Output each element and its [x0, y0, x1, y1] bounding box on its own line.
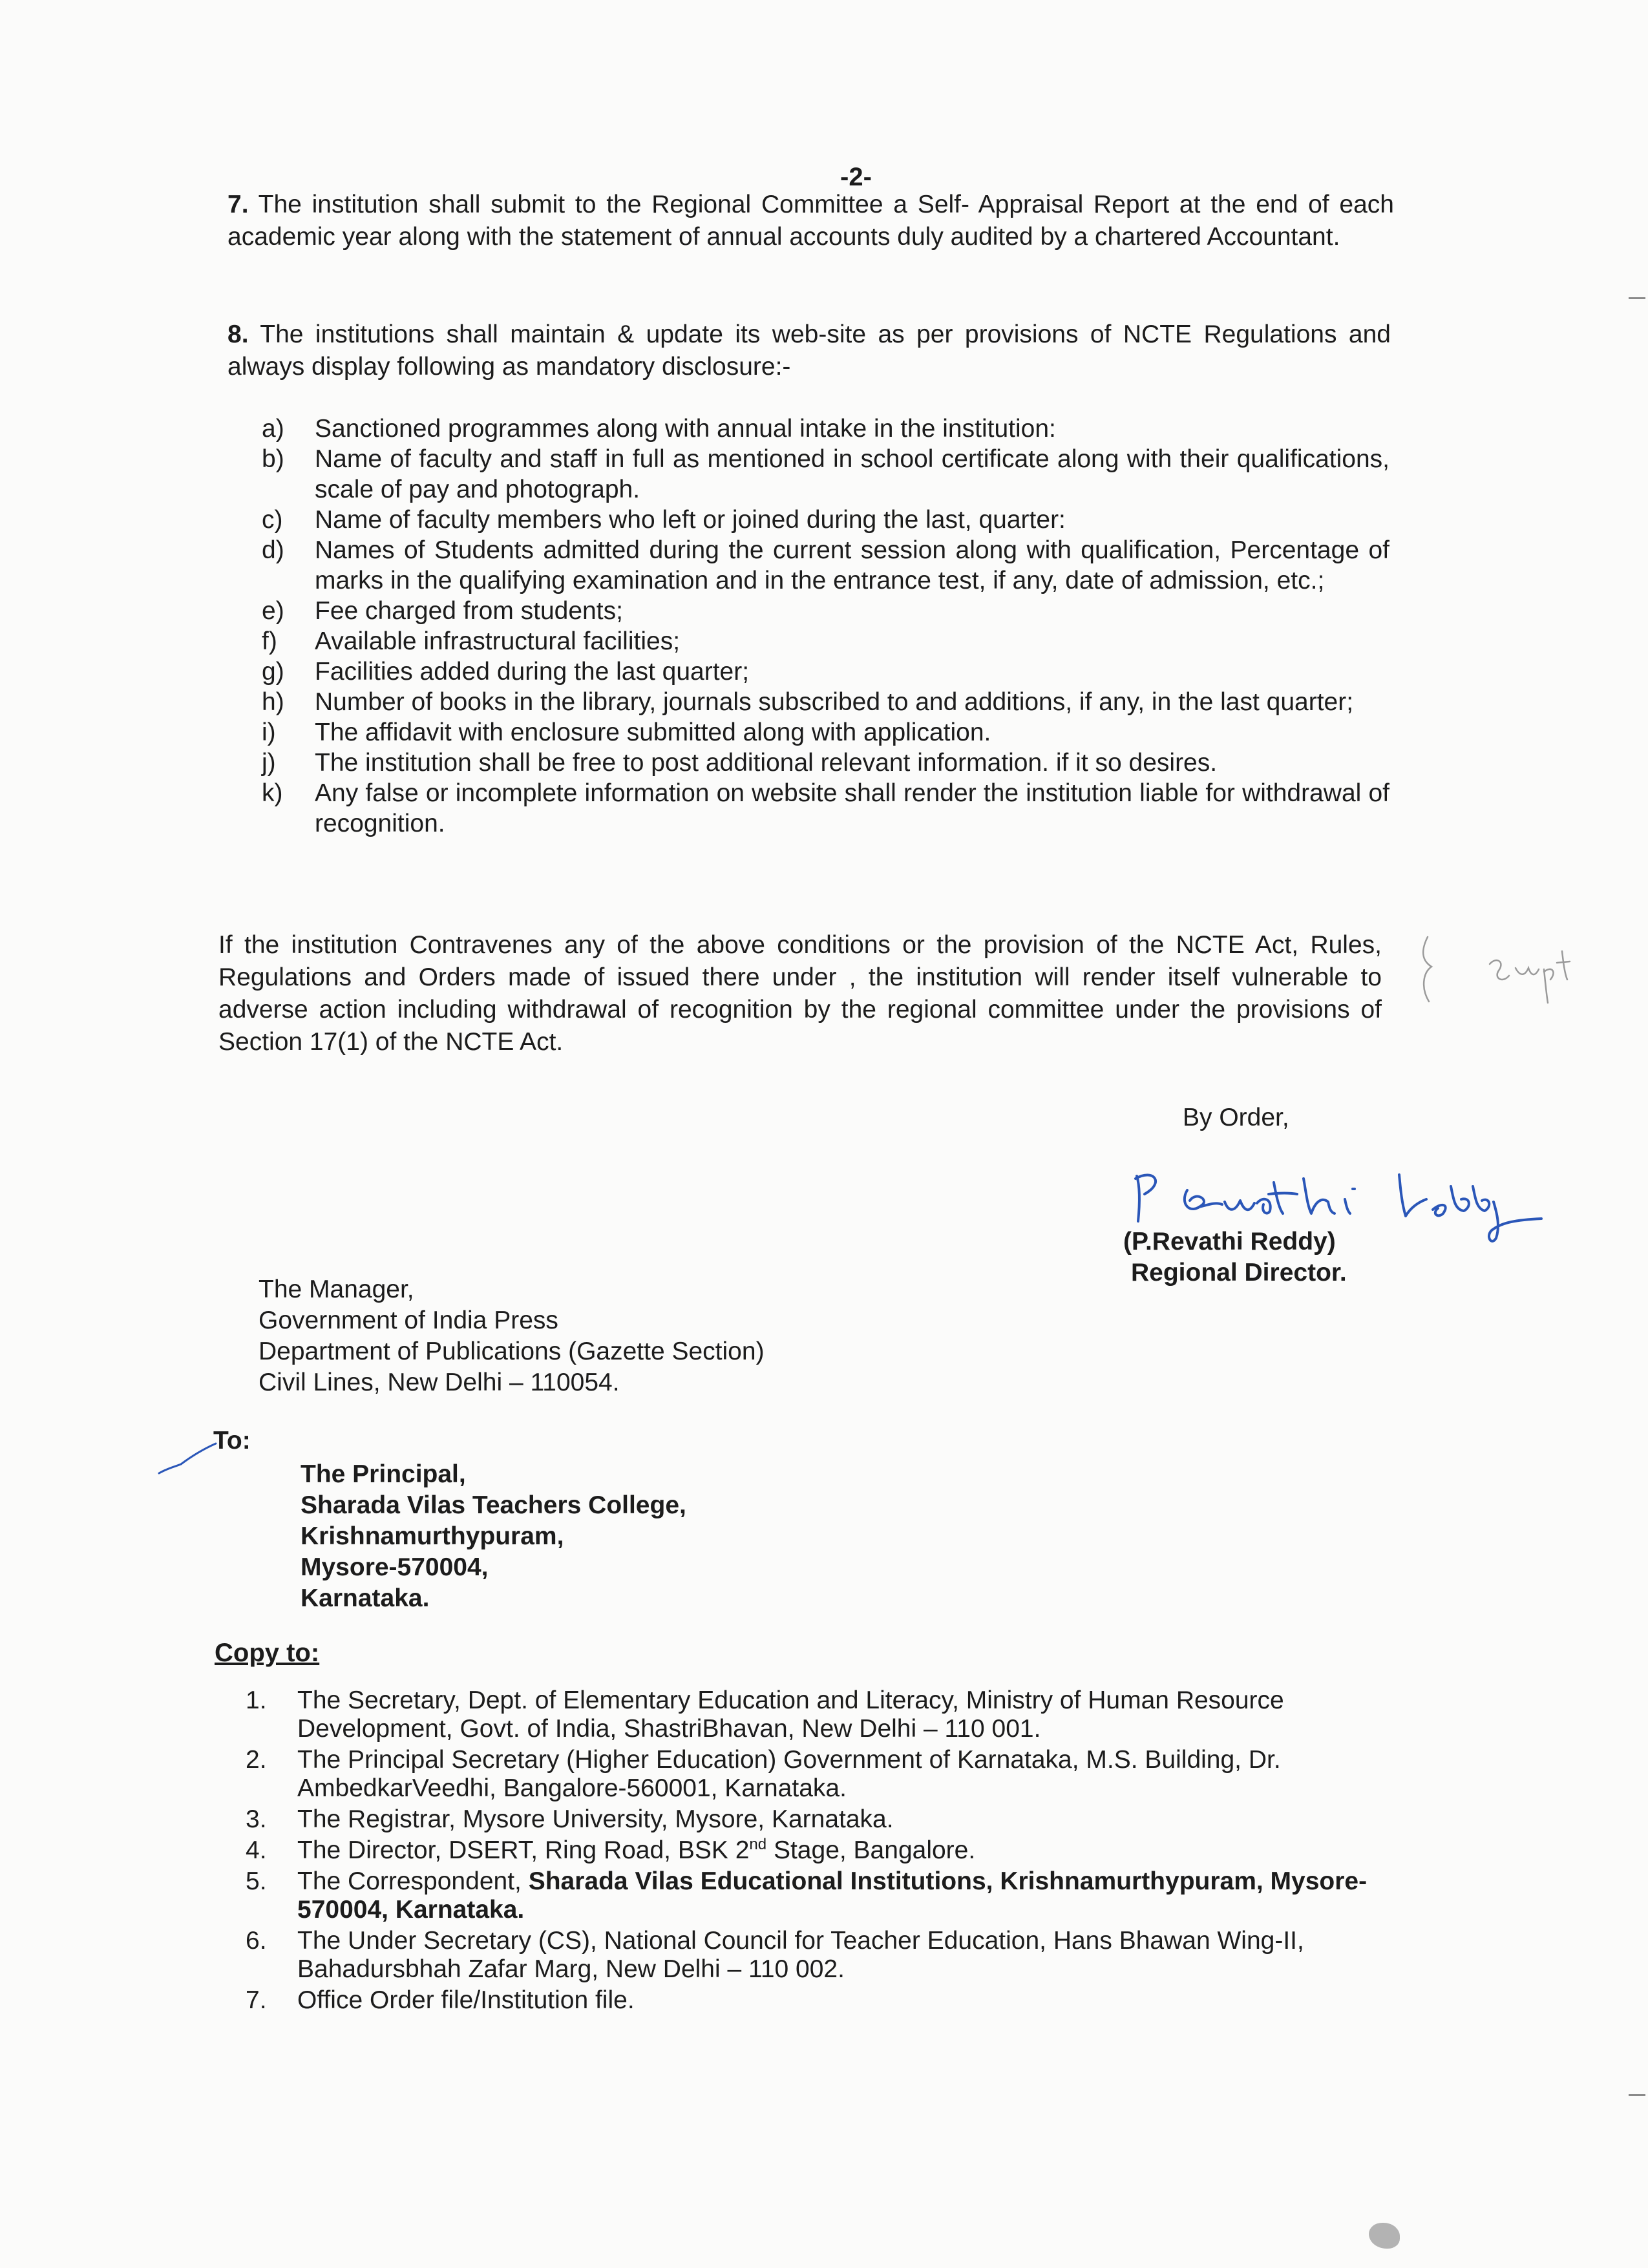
- list-item: [246, 1867, 1373, 1924]
- list-marker: 5.: [246, 1867, 267, 1895]
- list-item: [262, 535, 1389, 596]
- list-item: [262, 505, 1389, 535]
- list-item-text: The Principal Secretary (Higher Education) Government of Karnataka, M.S. Building, Dr. AmbedkarVeedhi, Bangalore-560001, Karnataka.: [297, 1746, 1281, 1802]
- list-marker: g): [262, 658, 284, 686]
- to-label: To:: [213, 1427, 251, 1454]
- list-item-text: Office Order file/Institution file.: [297, 1986, 635, 2014]
- list-marker: b): [262, 445, 284, 473]
- list-item-text: Name of faculty and staff in full as mentioned in school certificate along with their qualifications, scale of pay and photograph.: [315, 445, 1389, 503]
- address-line: Civil Lines, New Delhi – 110054.: [259, 1369, 620, 1396]
- list-item-text: Sanctioned programmes along with annual intake in the institution:: [315, 415, 1056, 443]
- list-item: [262, 626, 1389, 656]
- list-marker: 6.: [246, 1927, 267, 1955]
- list-item-text: Number of books in the library, journals subscribed to and additions, if any, in the last quarter;: [315, 688, 1354, 716]
- address-line: Mysore-570004,: [301, 1553, 489, 1581]
- list-marker: h): [262, 688, 284, 716]
- list-item: [246, 1836, 1373, 1865]
- list-item: [262, 414, 1389, 444]
- paragraph-7-text: The institution shall submit to the Regional Committee a Self- Appraisal Report at the end of each academic year along with the statement of annual accounts duly audited by a chartered Accountant.: [227, 191, 1394, 251]
- text-segment-bold: Sharada Vilas Educational Institutions, Krishnamurthypuram, Mysore-570004, Karnataka.: [297, 1867, 1368, 1924]
- signatory-block: [1123, 1226, 1347, 1288]
- list-item: [246, 1986, 1373, 2015]
- text-segment: The Correspondent,: [297, 1867, 529, 1895]
- list-item: [246, 1927, 1373, 1984]
- list-marker: e): [262, 597, 284, 625]
- address-line: Department of Publications (Gazette Section): [259, 1338, 765, 1365]
- manager-address: [259, 1274, 765, 1398]
- list-marker: i): [262, 719, 276, 746]
- list-item: [246, 1746, 1373, 1803]
- list-item: [246, 1805, 1373, 1834]
- list-item: [262, 656, 1389, 687]
- closing-paragraph: If the institution Contravenes any of the above conditions or the provision of the NCTE Act, Rules, Regulations and Orders made of issued there under , the institution will render itself vulnerable to adverse action including withdrawal of recognition by the regional committee under the provisions of Section 17(1) of the NCTE Act.: [218, 931, 1382, 1056]
- list-item-text: Any false or incomplete information on website shall render the institution liable for withdrawal of recognition.: [315, 779, 1389, 837]
- list-marker: d): [262, 536, 284, 564]
- list-item: [262, 748, 1389, 778]
- list-item-text: Names of Students admitted during the current session along with qualification, Percentage of marks in the qualifying examination and in the entrance test, if any, date of admission, etc.;: [315, 536, 1389, 594]
- ordinal-suffix: nd: [749, 1836, 767, 1853]
- text-segment: The Director, DSERT, Ring Road, BSK 2: [297, 1836, 750, 1864]
- copy-to-list: [246, 1686, 1373, 2017]
- check-mark-icon: [155, 1441, 220, 1480]
- list-marker: j): [262, 749, 276, 777]
- list-item: [262, 778, 1389, 839]
- address-line: Krishnamurthypuram,: [301, 1522, 564, 1550]
- paragraph-8-number: 8.: [227, 320, 249, 348]
- list-marker: c): [262, 506, 283, 534]
- list-item: [262, 687, 1389, 717]
- address-line: Government of India Press: [259, 1307, 558, 1334]
- list-item-text: The Under Secretary (CS), National Council for Teacher Education, Hans Bhawan Wing-II, Bahadursbhah Zafar Marg, New Delhi – 110 002.: [297, 1927, 1304, 1983]
- list-item-text: Name of faculty members who left or joined during the last, quarter:: [315, 506, 1066, 534]
- list-item: [262, 717, 1389, 748]
- signatory-title: Regional Director.: [1131, 1259, 1347, 1286]
- list-marker: 1.: [246, 1686, 267, 1714]
- address-line: The Principal,: [301, 1460, 466, 1488]
- list-item-text: [297, 1867, 1373, 1924]
- list-marker: 3.: [246, 1805, 267, 1833]
- ink-blot: [1369, 2223, 1400, 2249]
- recipient-address: [301, 1459, 686, 1614]
- page-number: -2-: [840, 163, 872, 191]
- paragraph-8: [227, 319, 1391, 383]
- by-order-label: By Order,: [1183, 1104, 1289, 1131]
- text-segment: Stage, Bangalore.: [766, 1836, 976, 1864]
- list-marker: a): [262, 415, 284, 443]
- address-line: The Manager,: [259, 1276, 414, 1303]
- list-item-text: Available infrastructural facilities;: [315, 627, 681, 655]
- list-item-text: Fee charged from students;: [315, 597, 623, 625]
- disclosure-list: [262, 414, 1389, 839]
- list-marker: 2.: [246, 1746, 267, 1774]
- paragraph-8-text: The institutions shall maintain & update its web-site as per provisions of NCTE Regulations and always display following as mandatory disclosure:-: [227, 320, 1391, 381]
- list-item-text: [297, 1836, 1373, 1865]
- list-marker: 7.: [246, 1986, 267, 2014]
- list-item-text: The Secretary, Dept. of Elementary Education and Literacy, Ministry of Human Resource Development, Govt. of India, ShastriBhavan, New Delhi – 110 001.: [297, 1686, 1284, 1743]
- list-item-text: The Registrar, Mysore University, Mysore, Karnataka.: [297, 1805, 894, 1833]
- page-edge-mark: [1629, 297, 1645, 299]
- address-line: Sharada Vilas Teachers College,: [301, 1491, 686, 1519]
- paragraph-7-number: 7.: [227, 191, 249, 218]
- copy-to-heading: Copy to:: [215, 1639, 320, 1667]
- list-item-text: The institution shall be free to post additional relevant information. if it so desires.: [315, 749, 1218, 777]
- list-marker: f): [262, 627, 277, 655]
- page-edge-mark: [1629, 2094, 1645, 2096]
- paragraph-7: [227, 189, 1394, 253]
- list-item: [262, 596, 1389, 626]
- list-item: [262, 444, 1389, 505]
- list-item: [246, 1686, 1373, 1743]
- margin-pencil-note: [1419, 930, 1587, 1047]
- address-line: Karnataka.: [301, 1584, 430, 1612]
- list-marker: 4.: [246, 1836, 267, 1864]
- list-item-text: Facilities added during the last quarter;: [315, 658, 750, 686]
- list-marker: k): [262, 779, 283, 807]
- list-item-text: The affidavit with enclosure submitted along with application.: [315, 719, 991, 746]
- signatory-name: (P.Revathi Reddy): [1123, 1228, 1336, 1255]
